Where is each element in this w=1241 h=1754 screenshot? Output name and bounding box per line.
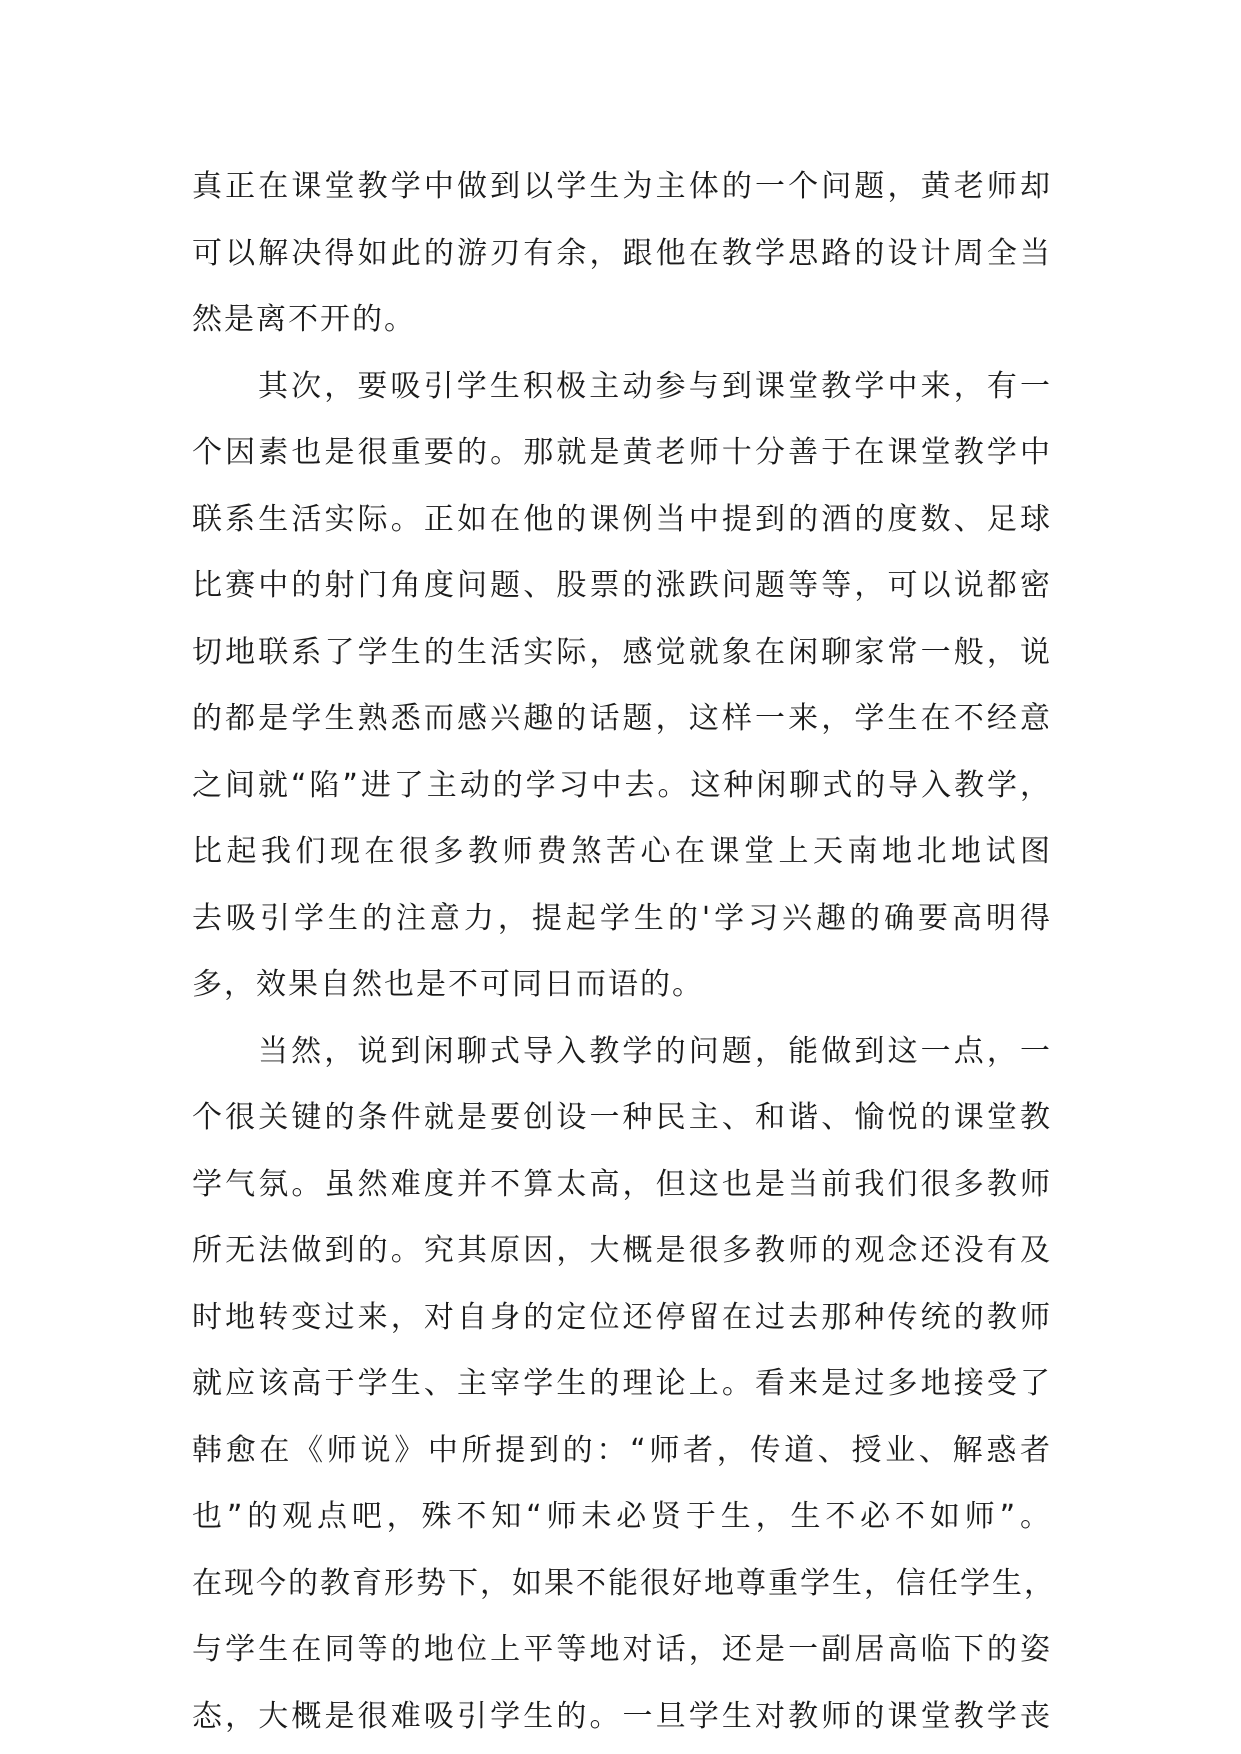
text-line: 韩愈在《师说》中所提到的：“师者，传道、授业、解惑者 (192, 1432, 1052, 1468)
text-line: 比赛中的射门角度问题、股票的涨跌问题等等，可以说都密 (192, 568, 1052, 603)
text-line: 比起我们现在很多教师费煞苦心在课堂上天南地北地试图 (192, 834, 1052, 869)
text-line: 态，大概是很难吸引学生的。一旦学生对教师的课堂教学丧 (192, 1698, 1052, 1734)
text-line: 的都是学生熟悉而感兴趣的话题，这样一来，学生在不经意 (192, 701, 1052, 736)
text-line: 之间就“陷”进了主动的学习中去。这种闲聊式的导入教学， (192, 767, 1052, 803)
text-line: 就应该高于学生、主宰学生的理论上。看来是过多地接受了 (192, 1366, 1052, 1401)
text-line: 个因素也是很重要的。那就是黄老师十分善于在课堂教学中 (192, 435, 1052, 470)
text-line: 也”的观点吧，殊不知“师未必贤于生，生不必不如师”。 (192, 1499, 1052, 1534)
text-line: 时地转变过来，对自身的定位还停留在过去那种传统的教师 (192, 1299, 1052, 1335)
text-line: 然是离不开的。 (192, 302, 416, 337)
text-line: 真正在课堂教学中做到以学生为主体的一个问题，黄老师却 (192, 169, 1052, 204)
text-line: 其次，要吸引学生积极主动参与到课堂教学中来，有一 (258, 368, 1052, 404)
text-line: 与学生在同等的地位上平等地对话，还是一副居高临下的姿 (192, 1632, 1052, 1667)
text-line: 所无法做到的。究其原因，大概是很多教师的观念还没有及 (192, 1233, 1052, 1268)
text-line: 当然，说到闲聊式导入教学的问题，能做到这一点，一 (258, 1033, 1052, 1069)
body-text (192, 154, 1056, 1750)
text-line: 可以解决得如此的游刃有余，跟他在教学思路的设计周全当 (192, 235, 1052, 271)
text-line: 去吸引学生的注意力，提起学生的'学习兴趣的确要高明得 (192, 900, 1052, 936)
text-line: 多，效果自然也是不可同日而语的。 (192, 967, 704, 1002)
text-line: 切地联系了学生的生活实际，感觉就象在闲聊家常一般，说 (192, 634, 1052, 670)
text-line: 在现今的教育形势下，如果不能很好地尊重学生，信任学生， (192, 1565, 1056, 1601)
text-line: 学气氛。虽然难度并不算太高，但这也是当前我们很多教师 (192, 1166, 1052, 1202)
text-line: 联系生活实际。正如在他的课例当中提到的酒的度数、足球 (192, 501, 1052, 537)
text-line: 个很关键的条件就是要创设一种民主、和谐、愉悦的课堂教 (192, 1100, 1052, 1135)
